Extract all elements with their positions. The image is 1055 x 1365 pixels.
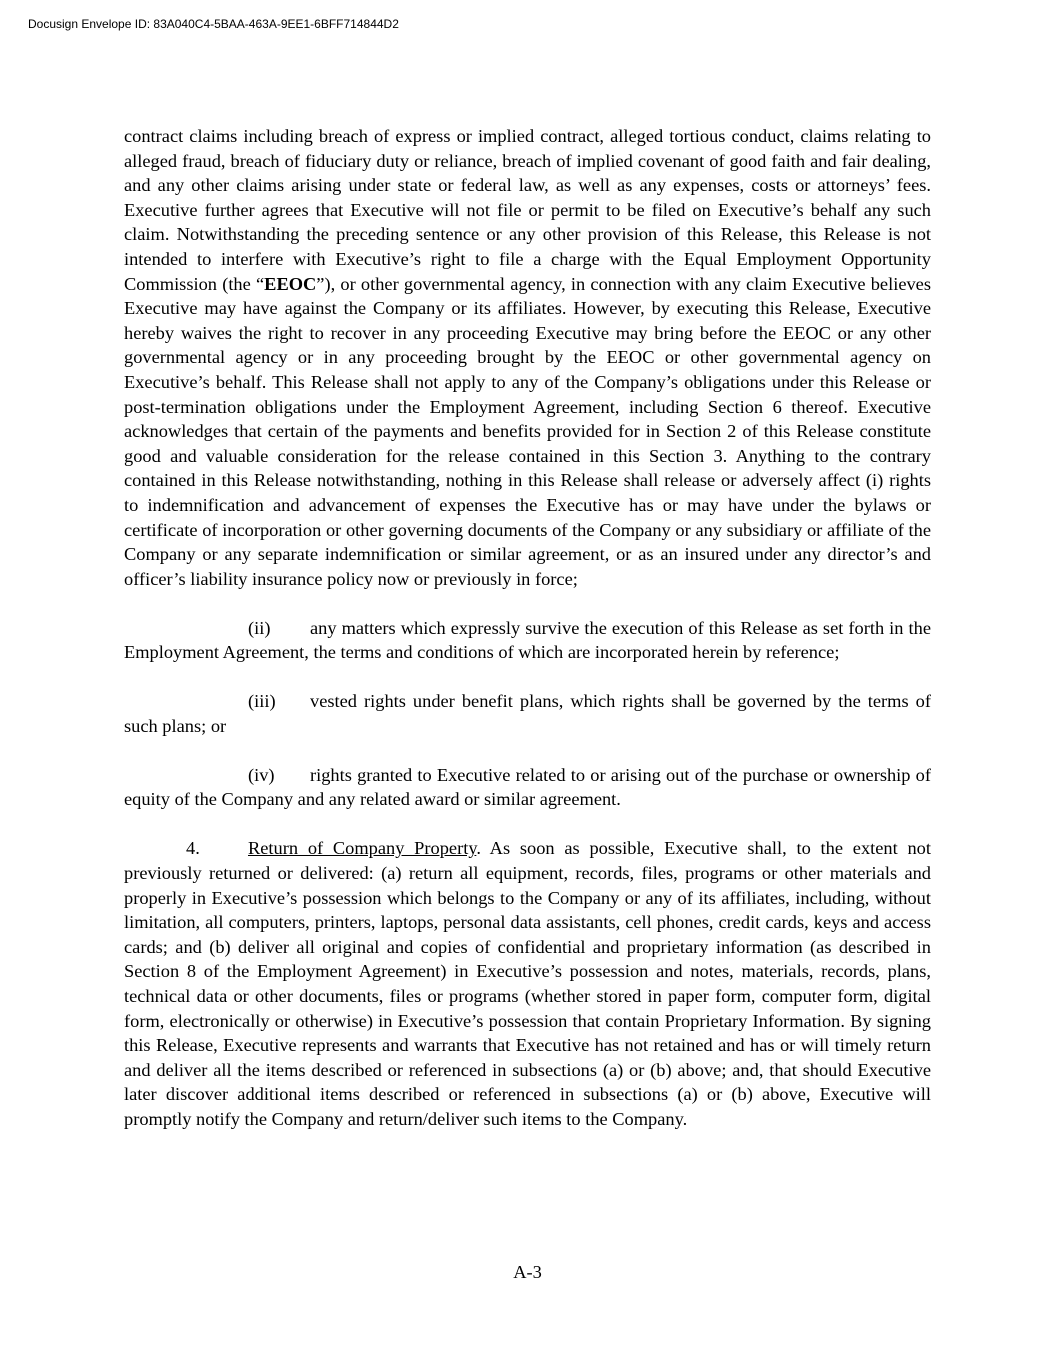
section-text: . As soon as possible, Executive shall, to the extent not previously returned or delivered: (a) return all equipment, records, files, programs or other materials and properly in Executive’s possession which belongs to the Company or any of its affiliates, including, without limitation, all computers, printers, laptops, personal data assistants, cell phones, credit cards, keys and access cards; and (b) deliver all original and copies of confidential and proprietary information (as described in Section 8 of the Employment Agreement) in Executive’s possession and notes, materials, records, plans, technical data or other documents, files or programs (whether stored in paper form, computer form, digital form, electronically or otherwise) in Executive’s possession that contain Proprietary Information. By signing this Release, Executive represents and warrants that Executive has not retained and has or will timely return and deliver all the items described or referenced in subsections (a) or (b) above; and, that should Executive later discover additional items described or referenced in subsections (a) or (b) above, Executive will promptly notify the Company and return/deliver such items to the Company. <box>124 838 931 1129</box>
section-heading: Return of Company Property <box>248 838 477 859</box>
paragraph-text: ”), or other governmental agency, in connection with any claim Executive believes Executive may have against the Company or its affiliates. However, by executing this Release, Executive hereby waives the right to recover in any proceeding Executive may bring before the EEOC or any other governmental agency or in any proceeding brought by the EEOC or other governmental agency on Executive’s behalf. This Release shall not apply to any of the Company’s obligations under this Release or post-termination obligations under the Employment Agreement, including Section 6 thereof. Executive acknowledges that certain of the payments and benefits provided for in Section 2 of this Release constitute good and valuable consideration for the release contained in this Section 3. Anything to the contrary contained in this Release notwithstanding, nothing in this Release shall release or adversely affect (i) rights to indemnification and advancement of expenses the Executive has or may have under the bylaws or certificate of incorporation or other governing documents of the Company or any subsidiary or affiliate of the Company or any separate indemnification or similar agreement, or as an insured under any director’s and officer’s liability insurance policy now or previously in force; <box>124 273 931 589</box>
page-number: A-3 <box>513 1262 542 1282</box>
item-number: (ii) <box>248 617 271 638</box>
item-text: any matters which expressly survive the execution of this Release as set forth in the Employment Agreement, the terms and conditions of which are incorporated herein by reference; <box>124 617 931 663</box>
item-text: rights granted to Executive related to or arising out of the purchase or ownership of equity of the Company and any related award or similar agreement. <box>124 764 931 810</box>
envelope-id: Docusign Envelope ID: 83A040C4-5BAA-463A-9EE1-6BFF714844D2 <box>28 17 399 31</box>
paragraph-release-claims <box>124 124 931 591</box>
section-4-return-of-company-property <box>124 836 931 1131</box>
document-body <box>124 124 931 1132</box>
item-number: (iv) <box>248 764 275 785</box>
paragraph-text: contract claims including breach of express or implied contract, alleged tortious conduct, claims relating to alleged fraud, breach of fiduciary duty or reliance, breach of implied covenant of good faith and fair dealing, and any other claims arising under state or federal law, as well as any expenses, costs or attorneys’ fees. Executive further agrees that Executive will not file or permit to be filed on Executive’s behalf any such claim. Notwithstanding the preceding sentence or any other provision of this Release, this Release is not intended to interfere with Executive’s right to file a charge with the Equal Employment Opportunity Commission (the “ <box>124 126 931 294</box>
list-item-ii <box>124 616 931 665</box>
list-item-iii <box>124 689 931 738</box>
list-item-iv <box>124 763 931 812</box>
section-number: 4. <box>186 838 200 859</box>
eeoc-defined-term: EEOC <box>264 273 317 294</box>
item-number: (iii) <box>248 691 276 712</box>
item-text: vested rights under benefit plans, which rights shall be governed by the terms of such plans; or <box>124 691 931 736</box>
